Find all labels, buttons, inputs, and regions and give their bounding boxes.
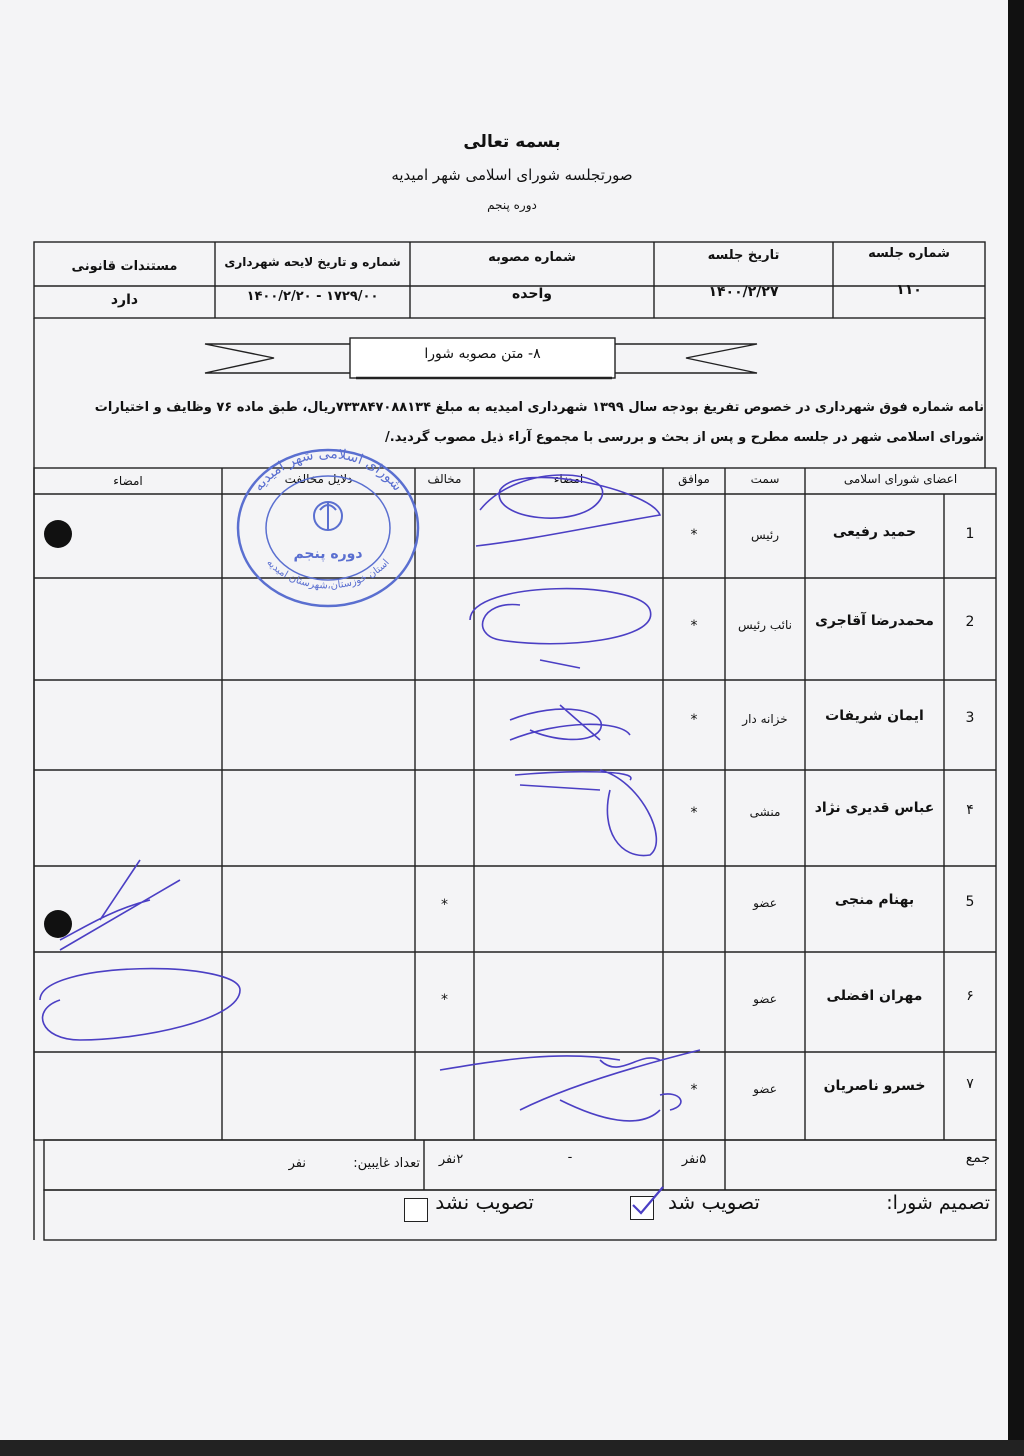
resolution-text-line1: نامه شماره فوق شهرداری در خصوص تفریغ بودجه سال ۱۳۹۹ شهرداری امیدیه به مبلغ ۷۳۳۸۴۷۰۸۸۱۳۴ریال، طبق ماده ۷۶ وظایف و اختیارات — [94, 400, 984, 415]
row-number: ۴ — [966, 802, 974, 818]
row-number: ۷ — [966, 1076, 974, 1092]
header-legal-docs: مستندات قانونی — [71, 259, 178, 274]
header-bill-number-date: شماره و تاریخ لایحه شهرداری — [224, 255, 401, 269]
totals-dash: - — [567, 1150, 573, 1165]
header-signature: امضاء — [553, 472, 584, 486]
header-members: اعضای شورای اسلامی — [843, 472, 958, 486]
approved-label: تصویب شد — [667, 1190, 760, 1214]
scan-edge-bottom — [0, 1440, 1024, 1456]
member-position: عضو — [753, 992, 777, 1006]
oppose-mark: * — [441, 897, 448, 913]
svg-text:استان خوزستان،شهرستان امیدیه — [264, 557, 391, 591]
agree-mark: * — [690, 805, 698, 821]
value-session-number: ۱۱۰ — [896, 282, 922, 298]
council-period: دوره پنجم — [487, 198, 537, 212]
header-opposition-reasons: دلایل مخالفت — [284, 472, 353, 486]
document-subtitle: صورتجلسه شورای اسلامی شهر امیدیه — [391, 166, 633, 184]
row-number: 2 — [965, 614, 975, 630]
agree-mark: * — [690, 1082, 698, 1098]
value-session-date: ۱۴۰۰/۲/۲۷ — [708, 284, 779, 300]
member-name: عباس قدیری نژاد — [814, 800, 935, 816]
member-name: مهران افضلی — [826, 988, 923, 1004]
value-bill-number-date: ۱۷۲۹/۰۰ - ۱۴۰۰/۲/۲۰ — [246, 289, 379, 304]
header-session-number: شماره جلسه — [868, 246, 950, 261]
member-position: منشی — [749, 805, 781, 819]
oppose-mark: * — [441, 992, 448, 1008]
absent-unit: نفر — [288, 1156, 306, 1171]
value-legal-docs: دارد — [110, 292, 139, 308]
agree-mark: * — [690, 618, 698, 634]
stamp-top-text: شورای اسلامی شهر امیدیه — [250, 445, 406, 495]
rejected-label: تصویب نشد — [435, 1190, 534, 1214]
header-resolution-number: شماره مصوبه — [488, 250, 576, 265]
resolution-banner-label: ۸- متن مصوبه شورا — [424, 346, 541, 362]
punch-hole — [44, 910, 72, 938]
totals-oppose: ۲نفر — [438, 1152, 464, 1167]
stamp-center-text: دوره پنجم — [293, 546, 363, 562]
absent-label: تعداد غایبین: — [353, 1156, 420, 1171]
row-number: 5 — [965, 894, 975, 910]
resolution-text-line2: شورای اسلامی شهر در جلسه مطرح و پس از بحث و بررسی با مجموع آراء ذیل مصوب گردید./ — [385, 430, 984, 445]
totals-agree: ۵نفر — [681, 1152, 707, 1167]
header-session-date: تاریخ جلسه — [707, 248, 780, 263]
row-number: 1 — [965, 526, 975, 542]
check-icon — [629, 1187, 669, 1217]
member-position: نائب رئیس — [738, 618, 792, 632]
header-position: سمت — [750, 472, 780, 486]
approved-checkbox[interactable] — [630, 1196, 654, 1220]
value-resolution-number: واحده — [512, 286, 552, 302]
rejected-checkbox[interactable] — [404, 1198, 428, 1222]
member-name: خسرو ناصریان — [823, 1078, 926, 1094]
council-stamp — [228, 440, 428, 610]
member-position: خزانه دار — [742, 712, 788, 726]
member-position: عضو — [753, 1082, 777, 1096]
header-signature-2: امضاء — [113, 474, 143, 488]
member-name: حمید رفیعی — [832, 524, 917, 540]
agree-mark: * — [690, 712, 698, 728]
header-oppose: مخالف — [427, 472, 462, 486]
member-name: محمدرضا آقاجری — [815, 613, 934, 629]
row-number: ۶ — [966, 988, 974, 1004]
scan-edge — [1008, 0, 1024, 1456]
stamp-bottom-text: استان خوزستان،شهرستان امیدیه — [264, 557, 392, 592]
document-title: بسمه تعالی — [463, 132, 561, 152]
member-name: بهنام منجی — [834, 892, 915, 908]
row-number: 3 — [965, 710, 975, 726]
member-name: ایمان شریفات — [825, 708, 924, 724]
punch-hole — [44, 520, 72, 548]
totals-label: جمع — [965, 1150, 990, 1166]
decision-label: تصمیم شورا: — [886, 1192, 990, 1214]
svg-text:شورای اسلامی شهر امیدیه — [251, 446, 406, 494]
agree-mark: * — [690, 527, 698, 543]
member-position: رئیس — [750, 528, 780, 542]
header-agree: موافق — [678, 472, 710, 486]
member-position: عضو — [753, 896, 777, 910]
